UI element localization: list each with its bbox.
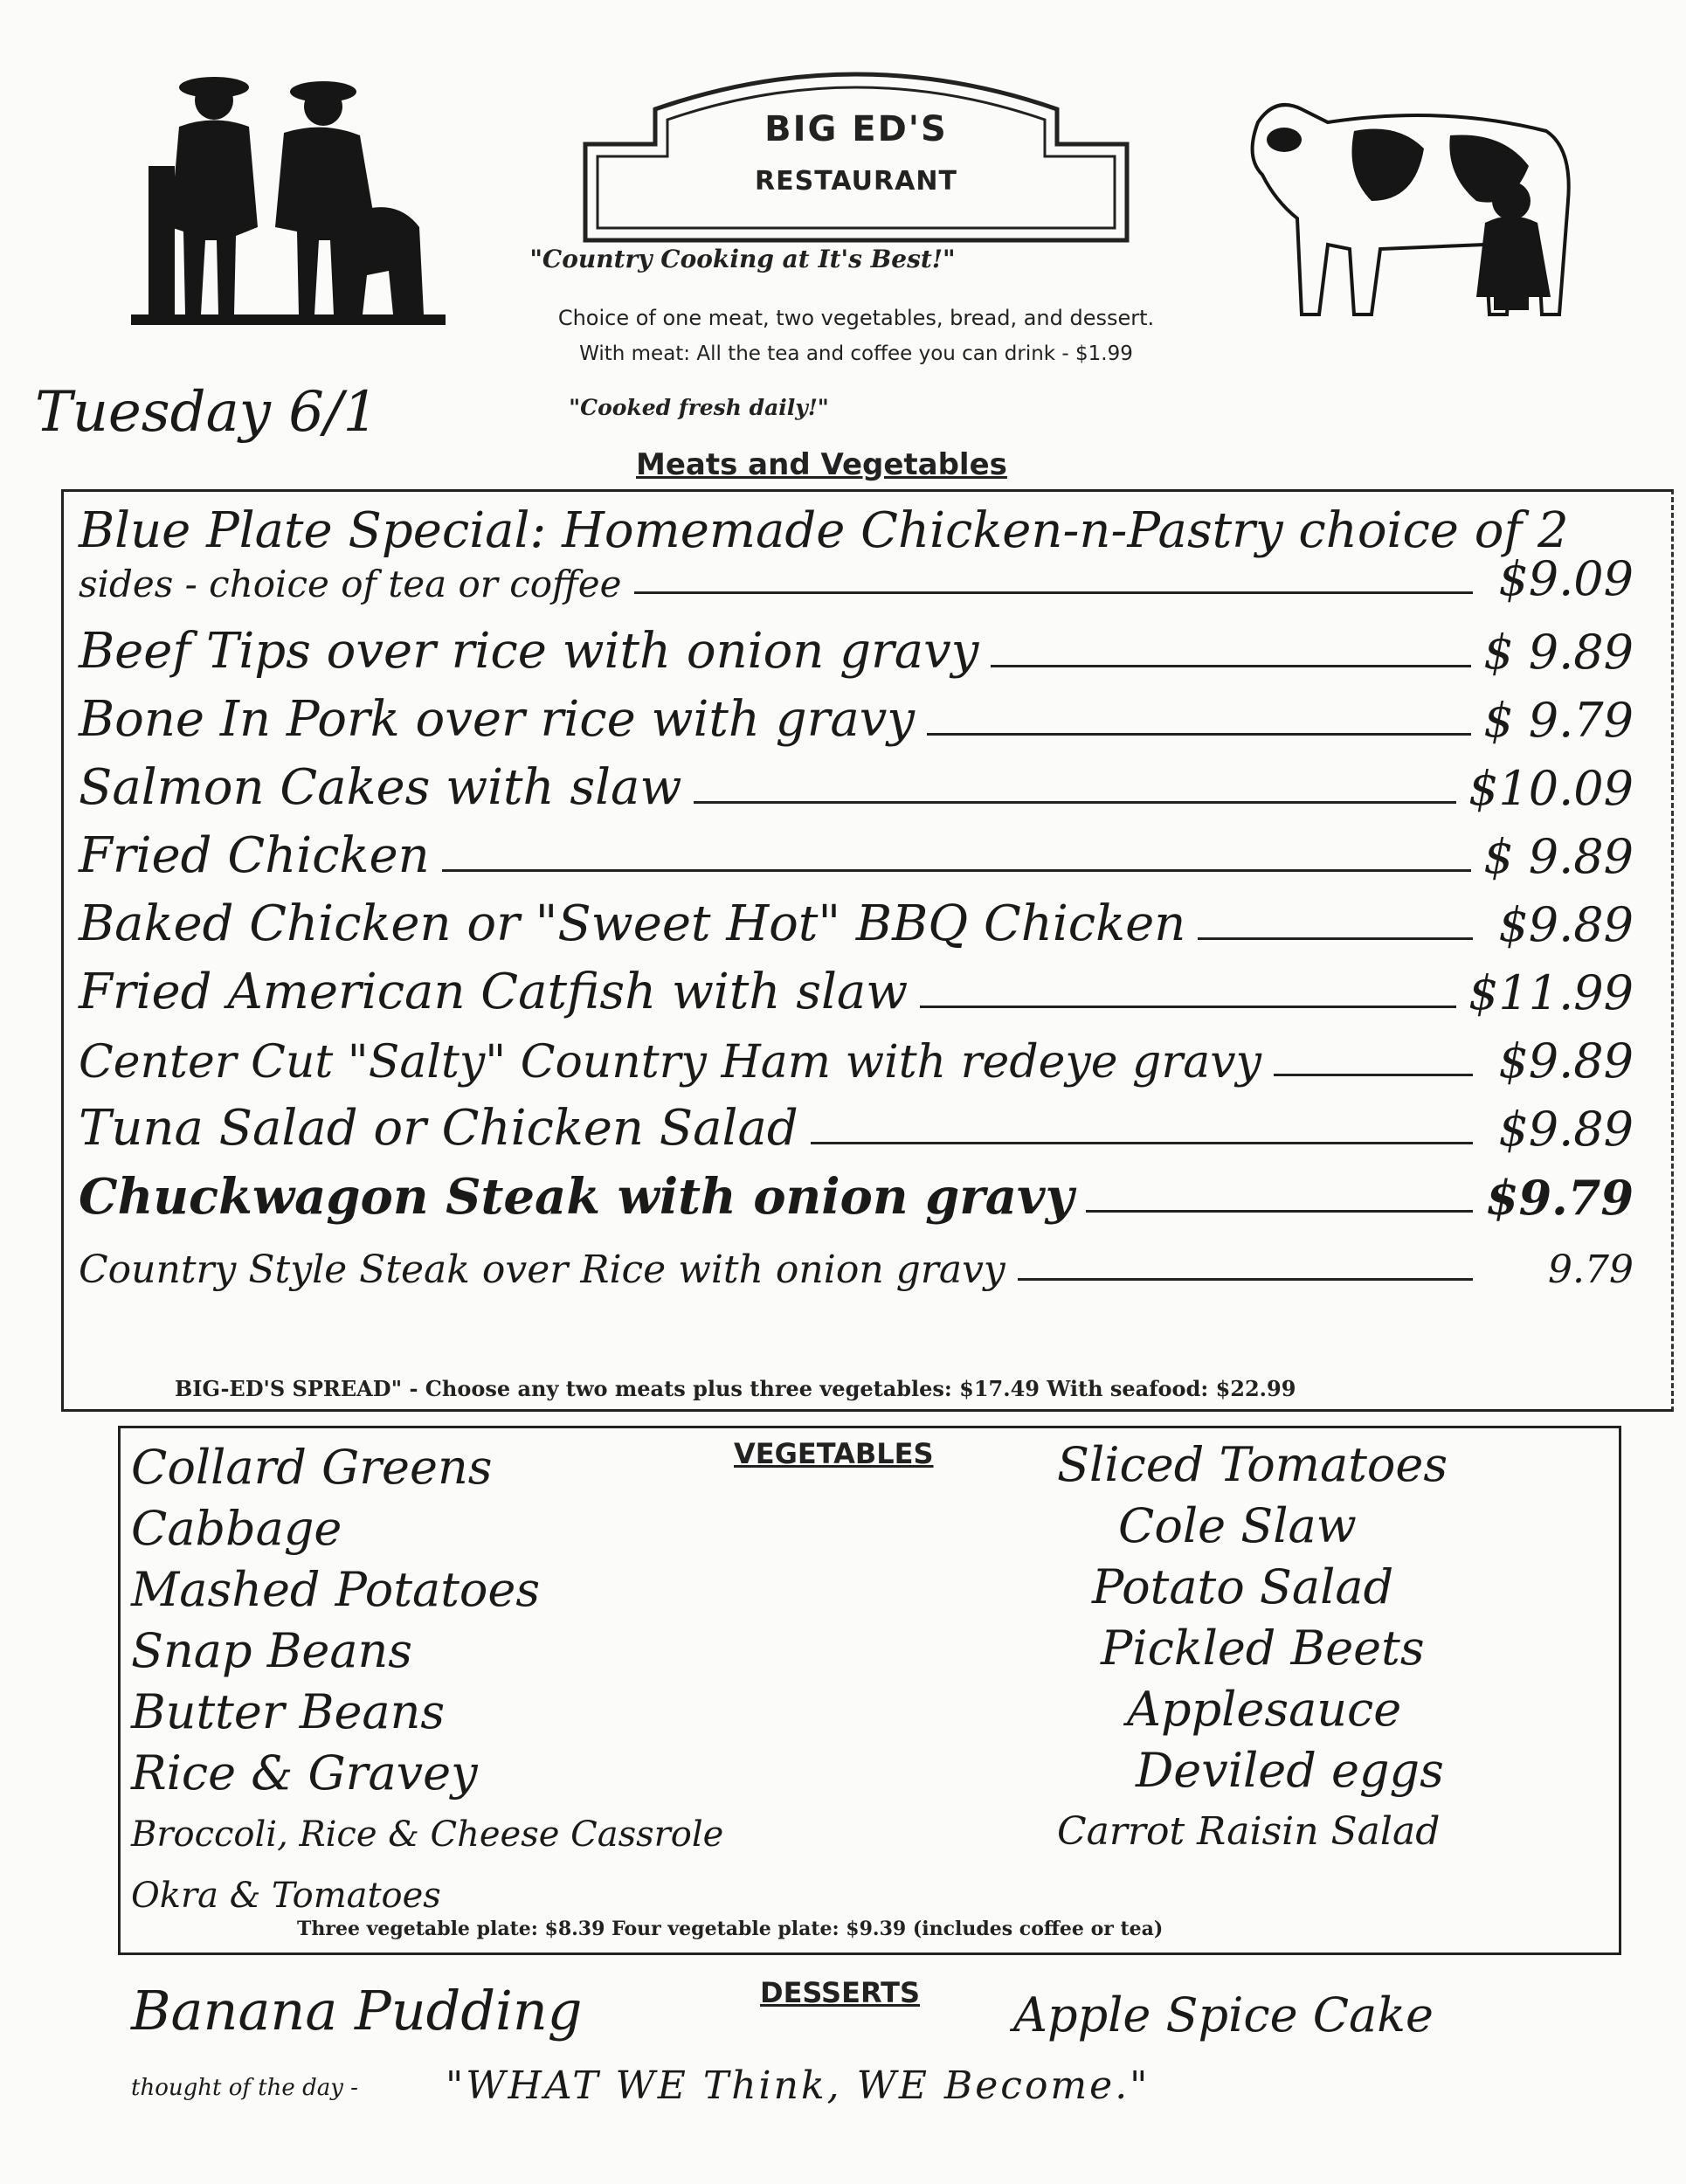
- list-item: Applesauce: [1127, 1682, 1402, 1737]
- item-price: $ 9.89: [1483, 829, 1634, 884]
- thought-label: thought of the day -: [131, 2075, 358, 2101]
- vegetables-title: VEGETABLES: [734, 1437, 934, 1470]
- item-name: Chuckwagon Steak with onion gravy: [79, 1168, 1074, 1226]
- drink-line: With meat: All the tea and coffee you can drink - $1.99: [579, 342, 1133, 365]
- cooked-fresh-line: "Cooked fresh daily!": [569, 395, 829, 420]
- list-item: Carrot Raisin Salad: [1057, 1809, 1441, 1854]
- list-item: Cole Slaw: [1118, 1498, 1357, 1553]
- price-leader: [442, 869, 1472, 872]
- price-leader: [694, 801, 1456, 804]
- special-line2: sides - choice of tea or coffee: [79, 563, 622, 605]
- item-name: Fried American Catfish with slaw: [79, 964, 909, 1020]
- farmers-silhouette-icon: [131, 52, 446, 332]
- vegetables-right-list: [1057, 1434, 1448, 1863]
- menu-item: [79, 1085, 1634, 1157]
- list-item: Rice & Gravey: [131, 1745, 478, 1800]
- menu-item: [79, 1221, 1634, 1292]
- item-price: $ 9.79: [1483, 693, 1634, 748]
- list-item: Butter Beans: [131, 1684, 446, 1739]
- item-name: Tuna Salad or Chicken Salad: [79, 1100, 798, 1157]
- price-leader: [927, 733, 1471, 736]
- item-name: Center Cut "Salty" Country Ham with redeye gravy: [79, 1036, 1261, 1089]
- price-leader: [920, 1006, 1456, 1008]
- item-name: Country Style Steak over Rice with onion gravy: [79, 1248, 1005, 1292]
- menu-item: [79, 812, 1634, 884]
- item-price: $9.89: [1498, 1102, 1634, 1157]
- menu-item: [79, 744, 1634, 816]
- item-price: $10.09: [1468, 761, 1634, 816]
- list-item: Sliced Tomatoes: [1057, 1437, 1448, 1492]
- cow-milkmaid-icon: [1223, 70, 1590, 323]
- list-item: Snap Beans: [131, 1623, 413, 1678]
- menu-item: [79, 1153, 1634, 1226]
- desserts-title: DESSERTS: [760, 1976, 921, 2009]
- list-item: Broccoli, Rice & Cheese Cassrole: [131, 1814, 724, 1855]
- list-item: Potato Salad: [1092, 1559, 1394, 1614]
- vegetable-plate-prices: Three vegetable plate: $8.39 Four vegetable plate: $9.39 (includes coffee or tea): [297, 1918, 1164, 1940]
- item-name: Baked Chicken or "Sweet Hot" BBQ Chicken: [79, 895, 1186, 952]
- price-leader: [1274, 1074, 1473, 1076]
- logo-subtitle: RESTAURANT: [755, 166, 957, 197]
- big-eds-spread: BIG-ED'S SPREAD" - Choose any two meats plus three vegetables: $17.49 With seafood: $22.99: [175, 1376, 1296, 1401]
- list-item: Mashed Potatoes: [131, 1562, 541, 1617]
- menu-item: [79, 1017, 1634, 1089]
- item-price: $9.79: [1485, 1170, 1634, 1226]
- special-line1: Blue Plate Special: Homemade Chicken-n-Pastry choice of 2: [79, 502, 1569, 559]
- item-price: $9.89: [1498, 897, 1634, 952]
- date-note: Tuesday 6/1: [35, 380, 379, 445]
- menu-item: [79, 676, 1634, 748]
- item-name: Beef Tips over rice with onion gravy: [79, 623, 979, 680]
- item-name: Bone In Pork over rice with gravy: [79, 691, 916, 748]
- item-name: Fried Chicken: [79, 827, 430, 884]
- item-name: Salmon Cakes with slaw: [79, 759, 682, 816]
- price-leader: [1198, 937, 1473, 940]
- price-leader: [811, 1142, 1473, 1144]
- price-leader: [991, 665, 1471, 667]
- menu-item: [79, 949, 1634, 1020]
- item-price: $9.89: [1498, 1033, 1634, 1089]
- item-price: $11.99: [1468, 965, 1634, 1020]
- special-price: $9.09: [1498, 551, 1634, 606]
- list-item: Collard Greens: [131, 1440, 493, 1495]
- list-item: Okra & Tomatoes: [131, 1876, 441, 1916]
- item-price: 9.79: [1548, 1248, 1634, 1292]
- dessert-left: Banana Pudding: [131, 1979, 583, 2042]
- price-leader: [1086, 1210, 1473, 1213]
- meat-list: [79, 502, 1634, 1292]
- menu-item: [79, 608, 1634, 680]
- price-leader: [1018, 1278, 1473, 1281]
- logo-title: BIG ED'S: [764, 109, 948, 149]
- slogan: "Country Cooking at It's Best!": [529, 245, 956, 273]
- menu-item: [79, 881, 1634, 952]
- item-price: $ 9.89: [1483, 625, 1634, 680]
- choice-line: Choice of one meat, two vegetables, bread, and dessert.: [557, 306, 1155, 330]
- blue-plate-special: [79, 502, 1634, 606]
- list-item: Deviled eggs: [1136, 1743, 1444, 1798]
- vegetables-left-list: [131, 1437, 723, 1926]
- list-item: Pickled Beets: [1101, 1621, 1425, 1676]
- restaurant-logo: [577, 48, 1136, 249]
- thought-quote: "WHAT WE Think, WE Become.": [446, 2063, 1150, 2108]
- price-leader: [634, 591, 1474, 594]
- dessert-right: Apple Spice Cake: [1013, 1987, 1434, 2042]
- list-item: Cabbage: [131, 1501, 342, 1556]
- meats-section-title: Meats and Vegetables: [636, 447, 1007, 482]
